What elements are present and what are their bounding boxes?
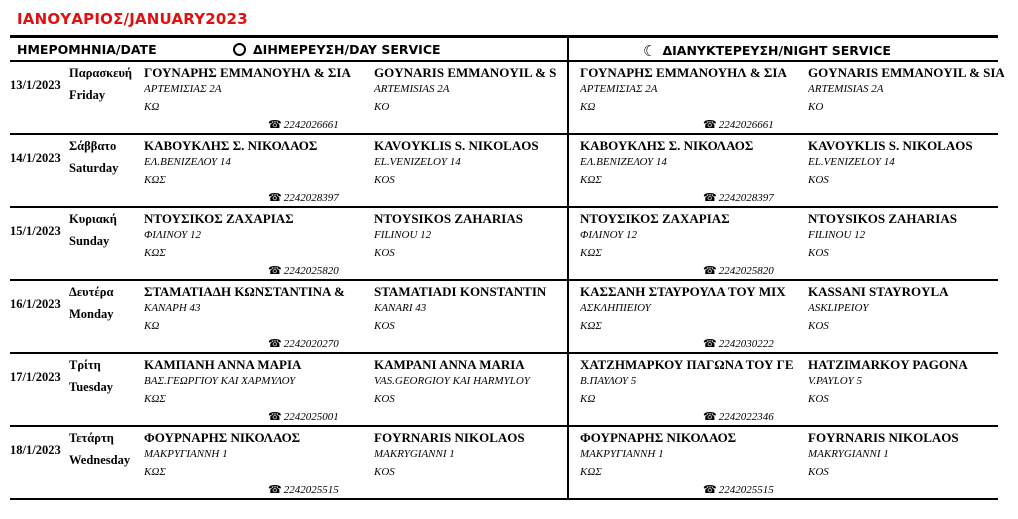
table-row (10, 208, 998, 281)
day-pharmacy-phone-number: 2242025515 (283, 484, 339, 496)
table-row (10, 354, 998, 427)
row-day-greek: Παρασκευή (69, 66, 133, 80)
phone-icon: ☎ (268, 411, 282, 423)
night-pharmacy-name-greek: ΦΟΥΡΝΑΡΗΣ ΝΙΚΟΛΑΟΣ (580, 430, 737, 445)
header-day-label: ΔΙΗΜΕΡΕΥΣΗ/DAY SERVICE (253, 42, 441, 57)
night-pharmacy-address-greek: ΑΣΚΛΗΠΙΕΙΟΥ (580, 302, 651, 314)
day-pharmacy-name-greek: ΣΤΑΜΑΤΙΑΔΗ ΚΩΝΣΤΑΝΤΙΝΑ & (144, 284, 345, 299)
day-pharmacy-town-english: KOS (374, 393, 395, 405)
day-pharmacy-town-greek: ΚΩΣ (144, 466, 166, 478)
row-day-english: Wednesday (69, 453, 131, 467)
day-pharmacy-name-english: FOYRNARIS NIKOLAOS (374, 430, 525, 445)
phone-icon: ☎ (703, 192, 717, 204)
phone-icon: ☎ (268, 192, 282, 204)
row-day-greek: Κυριακή (69, 212, 117, 226)
night-pharmacy-phone (703, 118, 774, 131)
header-day-service (233, 42, 441, 57)
night-pharmacy-name-greek: ΚΑΒΟΥΚΛΗΣ Σ. ΝΙΚΟΛΑΟΣ (580, 138, 754, 153)
day-pharmacy-town-english: KOS (374, 320, 395, 332)
row-day-english: Tuesday (69, 380, 114, 394)
table-row (10, 427, 998, 500)
night-pharmacy-phone-number: 2242022346 (718, 411, 774, 423)
night-pharmacy-town-english: KOS (808, 247, 829, 259)
night-pharmacy-phone-number: 2242026661 (718, 119, 774, 131)
night-pharmacy-town-greek: ΚΩ (580, 101, 596, 113)
night-pharmacy-town-english: KOS (808, 393, 829, 405)
day-pharmacy-name-greek: ΝΤΟΥΣΙΚΟΣ ΖΑΧΑΡΙΑΣ (144, 211, 294, 226)
night-pharmacy-town-greek: ΚΩΣ (580, 247, 602, 259)
night-pharmacy-address-greek: Β.ΠΑΥΛΟΥ 5 (580, 375, 637, 387)
day-pharmacy-phone (268, 118, 339, 131)
row-date: 15/1/2023 (10, 224, 61, 238)
night-pharmacy-phone (703, 483, 774, 496)
row-divider (10, 498, 998, 500)
day-pharmacy-town-english: KOS (374, 466, 395, 478)
day-pharmacy-name-greek: ΓΟΥΝΑΡΗΣ ΕΜΜΑΝΟΥΗΛ & ΣΙΑ (144, 65, 351, 80)
day-pharmacy-address-english: MAKRYGIANNI 1 (374, 448, 455, 460)
day-pharmacy-address-greek: ΦΙΛΙΝΟΥ 12 (144, 229, 202, 241)
header-night-label: ΔΙΑΝΥΚΤΕΡΕΥΣΗ/NIGHT SERVICE (662, 43, 891, 58)
row-day-greek: Σάββατο (69, 139, 117, 153)
row-date: 16/1/2023 (10, 297, 61, 311)
night-pharmacy-address-english: ARTEMISIAS 2A (808, 83, 884, 95)
night-pharmacy-phone (703, 264, 774, 277)
night-pharmacy-address-greek: ΜΑΚΡΥΓΙΑΝΝΗ 1 (580, 448, 664, 460)
day-pharmacy-phone-number: 2242020270 (283, 338, 339, 350)
row-date: 17/1/2023 (10, 370, 61, 384)
day-pharmacy-town-greek: ΚΩΣ (144, 393, 166, 405)
day-pharmacy-address-english: EL.VENIZELOY 14 (374, 156, 461, 168)
night-pharmacy-phone-number: 2242025820 (718, 265, 774, 277)
page-title: ΙΑΝΟΥΑΡΙΟΣ/JANUARY2023 (17, 10, 248, 28)
day-pharmacy-address-greek: ΑΡΤΕΜΙΣΙΑΣ 2Α (144, 83, 222, 95)
row-date: 18/1/2023 (10, 443, 61, 457)
day-pharmacy-name-english: GOYNARIS EMMANOYIL & S (374, 65, 557, 80)
night-pharmacy-name-greek: ΧΑΤΖΗΜΑΡΚΟΥ ΠΑΓΩΝΑ ΤΟΥ ΓΕ (580, 357, 794, 372)
night-pharmacy-phone (703, 337, 774, 350)
moon-icon: ☾ (643, 42, 657, 60)
phone-icon: ☎ (268, 265, 282, 277)
day-pharmacy-town-greek: ΚΩΣ (144, 174, 166, 186)
row-date: 14/1/2023 (10, 151, 61, 165)
night-pharmacy-town-greek: ΚΩ (580, 393, 596, 405)
night-pharmacy-name-english: KASSANI STAYROYLA (808, 284, 949, 299)
column-divider (567, 208, 569, 281)
day-pharmacy-phone (268, 191, 339, 204)
night-pharmacy-address-english: V.PAYLOY 5 (808, 375, 863, 387)
night-pharmacy-town-english: KOS (808, 466, 829, 478)
night-pharmacy-address-english: MAKRYGIANNI 1 (808, 448, 889, 460)
row-day-english: Monday (69, 307, 114, 321)
day-pharmacy-name-english: NTOYSIKOS ZAHARIAS (374, 211, 523, 226)
night-pharmacy-name-greek: ΝΤΟΥΣΙΚΟΣ ΖΑΧΑΡΙΑΣ (580, 211, 730, 226)
header-night-service (643, 42, 891, 60)
day-pharmacy-phone-number: 2242025820 (283, 265, 339, 277)
night-pharmacy-name-english: KAVOYKLIS S. NIKOLAOS (808, 138, 973, 153)
day-pharmacy-phone-number: 2242028397 (283, 192, 339, 204)
row-day-greek: Τετάρτη (69, 431, 114, 445)
night-pharmacy-town-english: KO (808, 101, 824, 113)
night-pharmacy-name-greek: ΚΑΣΣΑΝΗ ΣΤΑΥΡΟΥΛΑ ΤΟΥ ΜΙΧ (580, 284, 786, 299)
day-pharmacy-phone (268, 483, 339, 496)
phone-icon: ☎ (703, 338, 717, 350)
day-pharmacy-town-greek: ΚΩΣ (144, 247, 166, 259)
row-day-english: Friday (69, 88, 106, 102)
day-pharmacy-town-english: KOS (374, 174, 395, 186)
day-pharmacy-phone (268, 337, 339, 350)
night-pharmacy-address-english: ASKLIPEIOY (808, 302, 869, 314)
day-pharmacy-name-english: KAVOYKLIS S. NIKOLAOS (374, 138, 539, 153)
day-pharmacy-phone (268, 410, 339, 423)
day-pharmacy-name-english: KAMPANI ANNA MARIA (374, 357, 525, 372)
day-pharmacy-name-english: STAMATIADI KONSTANTIN (374, 284, 547, 299)
row-day-english: Saturday (69, 161, 119, 175)
day-pharmacy-phone (268, 264, 339, 277)
column-divider (567, 38, 569, 60)
night-pharmacy-town-greek: ΚΩΣ (580, 466, 602, 478)
night-pharmacy-address-english: FILINOU 12 (808, 229, 866, 241)
day-pharmacy-name-greek: ΦΟΥΡΝΑΡΗΣ ΝΙΚΟΛΑΟΣ (144, 430, 301, 445)
night-pharmacy-name-english: NTOYSIKOS ZAHARIAS (808, 211, 957, 226)
night-pharmacy-address-greek: ΕΛ.ΒΕΝΙΖΕΛΟΥ 14 (580, 156, 667, 168)
column-divider (567, 354, 569, 427)
header-date: ΗΜΕΡΟΜΗΝΙΑ/DATE (17, 42, 157, 57)
night-pharmacy-address-greek: ΑΡΤΕΜΙΣΙΑΣ 2Α (580, 83, 658, 95)
day-pharmacy-address-greek: ΕΛ.ΒΕΝΙΖΕΛΟΥ 14 (144, 156, 231, 168)
day-pharmacy-town-english: KOS (374, 247, 395, 259)
day-pharmacy-town-greek: ΚΩ (144, 101, 160, 113)
phone-icon: ☎ (703, 411, 717, 423)
day-pharmacy-address-english: FILINOU 12 (374, 229, 432, 241)
night-pharmacy-phone-number: 2242025515 (718, 484, 774, 496)
row-day-greek: Τρίτη (69, 358, 101, 372)
day-pharmacy-address-greek: ΚΑΝΑΡΗ 43 (144, 302, 201, 314)
day-pharmacy-name-greek: ΚΑΜΠΑΝΗ ΑΝΝΑ ΜΑΡΙΑ (144, 357, 302, 372)
phone-icon: ☎ (268, 119, 282, 131)
phone-icon: ☎ (268, 338, 282, 350)
night-pharmacy-name-english: HATZIMARKOY PAGONA (808, 357, 968, 372)
day-pharmacy-town-english: KO (374, 101, 390, 113)
column-divider (567, 427, 569, 500)
night-pharmacy-town-greek: ΚΩΣ (580, 320, 602, 332)
day-pharmacy-address-english: VAS.GEORGIOY KAI HARMYLOY (374, 375, 530, 387)
column-divider (567, 62, 569, 135)
phone-icon: ☎ (703, 119, 717, 131)
night-pharmacy-phone (703, 410, 774, 423)
day-pharmacy-address-english: KANARI 43 (374, 302, 427, 314)
night-pharmacy-town-english: KOS (808, 174, 829, 186)
column-divider (567, 135, 569, 208)
night-pharmacy-phone-number: 2242028397 (718, 192, 774, 204)
row-date: 13/1/2023 (10, 78, 61, 92)
night-pharmacy-name-english: FOYRNARIS NIKOLAOS (808, 430, 959, 445)
night-pharmacy-town-greek: ΚΩΣ (580, 174, 602, 186)
night-pharmacy-name-greek: ΓΟΥΝΑΡΗΣ ΕΜΜΑΝΟΥΗΛ & ΣΙΑ (580, 65, 787, 80)
sun-icon (233, 43, 246, 56)
night-pharmacy-phone-number: 2242030222 (718, 338, 774, 350)
table-row (10, 281, 998, 354)
day-pharmacy-town-greek: ΚΩ (144, 320, 160, 332)
table-row (10, 62, 1005, 135)
day-pharmacy-phone-number: 2242026661 (283, 119, 339, 131)
column-divider (567, 281, 569, 354)
day-pharmacy-phone-number: 2242025001 (283, 411, 339, 423)
day-pharmacy-address-greek: ΜΑΚΡΥΓΙΑΝΝΗ 1 (144, 448, 228, 460)
day-pharmacy-name-greek: ΚΑΒΟΥΚΛΗΣ Σ. ΝΙΚΟΛΑΟΣ (144, 138, 318, 153)
night-pharmacy-name-english: GOYNARIS EMMANOYIL & SIA (808, 65, 1005, 80)
table-header (10, 35, 998, 62)
phone-icon: ☎ (703, 484, 717, 496)
table-row (10, 135, 998, 208)
row-day-greek: Δευτέρα (69, 285, 114, 299)
day-pharmacy-address-greek: ΒΑΣ.ΓΕΩΡΓΙΟΥ ΚΑΙ ΧΑΡΜΥΛΟΥ (144, 375, 296, 387)
phone-icon: ☎ (703, 265, 717, 277)
night-pharmacy-town-english: KOS (808, 320, 829, 332)
night-pharmacy-address-greek: ΦΙΛΙΝΟΥ 12 (580, 229, 638, 241)
row-day-english: Sunday (69, 234, 110, 248)
phone-icon: ☎ (268, 484, 282, 496)
night-pharmacy-phone (703, 191, 774, 204)
night-pharmacy-address-english: EL.VENIZELOY 14 (808, 156, 895, 168)
day-pharmacy-address-english: ARTEMISIAS 2A (374, 83, 450, 95)
